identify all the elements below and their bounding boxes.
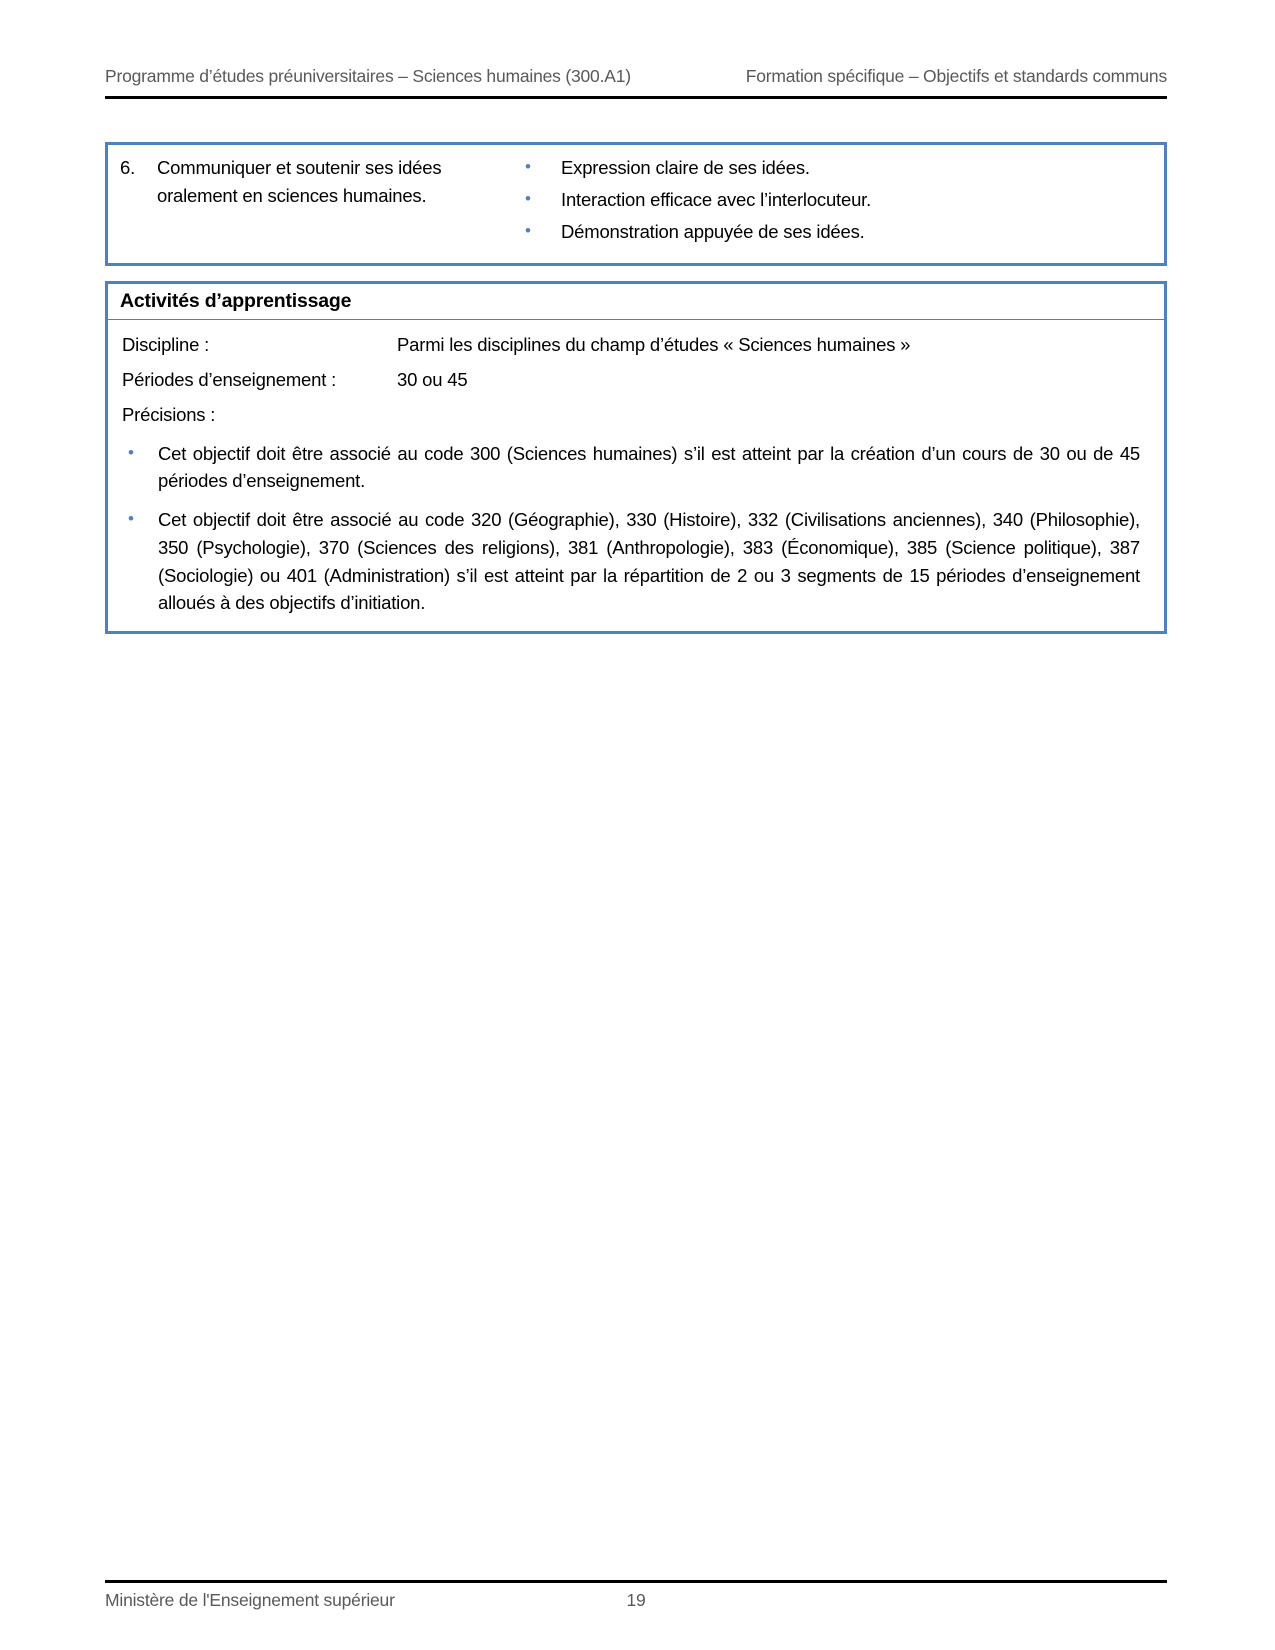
criterion-item: [525, 154, 1154, 182]
bullet-icon: •: [525, 157, 531, 176]
precision-item: [122, 506, 1152, 617]
activities-title: Activités d’apprentissage: [108, 284, 1164, 320]
criteria-list: [525, 154, 1154, 249]
learning-activities-box: [105, 281, 1167, 634]
precision-text: Cet objectif doit être associé au code 320 (Géographie), 330 (Histoire), 332 (Civilisations anciennes), 340 (Philosophie), 350 (Psychologie), 370 (Sciences des religions), 381 (Anthropologie), 383 (Économique), 385 (Science politique), 387 (Sociologie) ou 401 (Administration) s’il est atteint par la répartition de 2 ou 3 segments de 15 périodes d’enseignement alloués à des objectifs d’initiation.: [158, 509, 1140, 614]
footer-ministry-text: Ministère de l'Enseignement supérieur: [105, 1590, 395, 1610]
criterion-text: Démonstration appuyée de ses idées.: [561, 220, 865, 242]
bullet-icon: •: [128, 509, 134, 528]
discipline-label: Discipline :: [122, 334, 210, 356]
field-row-discipline: [122, 331, 1152, 359]
bullet-icon: •: [128, 442, 134, 462]
periodes-label: Périodes d’enseignement :: [122, 369, 337, 390]
objective-statement: Communiquer et soutenir ses idées oralement en sciences humaines.: [157, 157, 442, 206]
page-footer: [105, 1580, 1167, 1611]
header-left-text: Programme d’études préuniversitaires – Sciences humaines (300.A1): [105, 66, 631, 86]
bullet-icon: •: [525, 220, 531, 240]
page-header: [105, 66, 1167, 99]
precision-item: [122, 440, 1152, 496]
periodes-value: 30 ou 45: [397, 369, 468, 390]
objective-number: 6.: [120, 157, 136, 178]
precisions-label: Précisions :: [122, 403, 216, 425]
discipline-value: Parmi les disciplines du champ d’études « Sciences humaines »: [397, 334, 911, 356]
page-number: 19: [626, 1590, 646, 1610]
page-content: [105, 0, 1167, 634]
objective-cell: [120, 154, 525, 249]
criterion-text: Interaction efficace avec l’interlocuteur.: [561, 188, 872, 210]
header-right-text: Formation spécifique – Objectifs et standards communs: [745, 66, 1167, 86]
criterion-item: [525, 186, 1154, 214]
criterion-item: [525, 218, 1154, 246]
field-row-periodes: [122, 366, 1152, 394]
precisions-label-row: [122, 401, 1152, 429]
activities-body: [108, 320, 1164, 631]
objective-row-box: [105, 142, 1167, 266]
precision-text: Cet objectif doit être associé au code 300 (Sciences humaines) s’il est atteint par la création d’un cours de 30 ou de 45 périodes d’enseignement.: [158, 442, 1140, 492]
bullet-icon: •: [525, 188, 531, 208]
criterion-text: Expression claire de ses idées.: [561, 157, 810, 178]
